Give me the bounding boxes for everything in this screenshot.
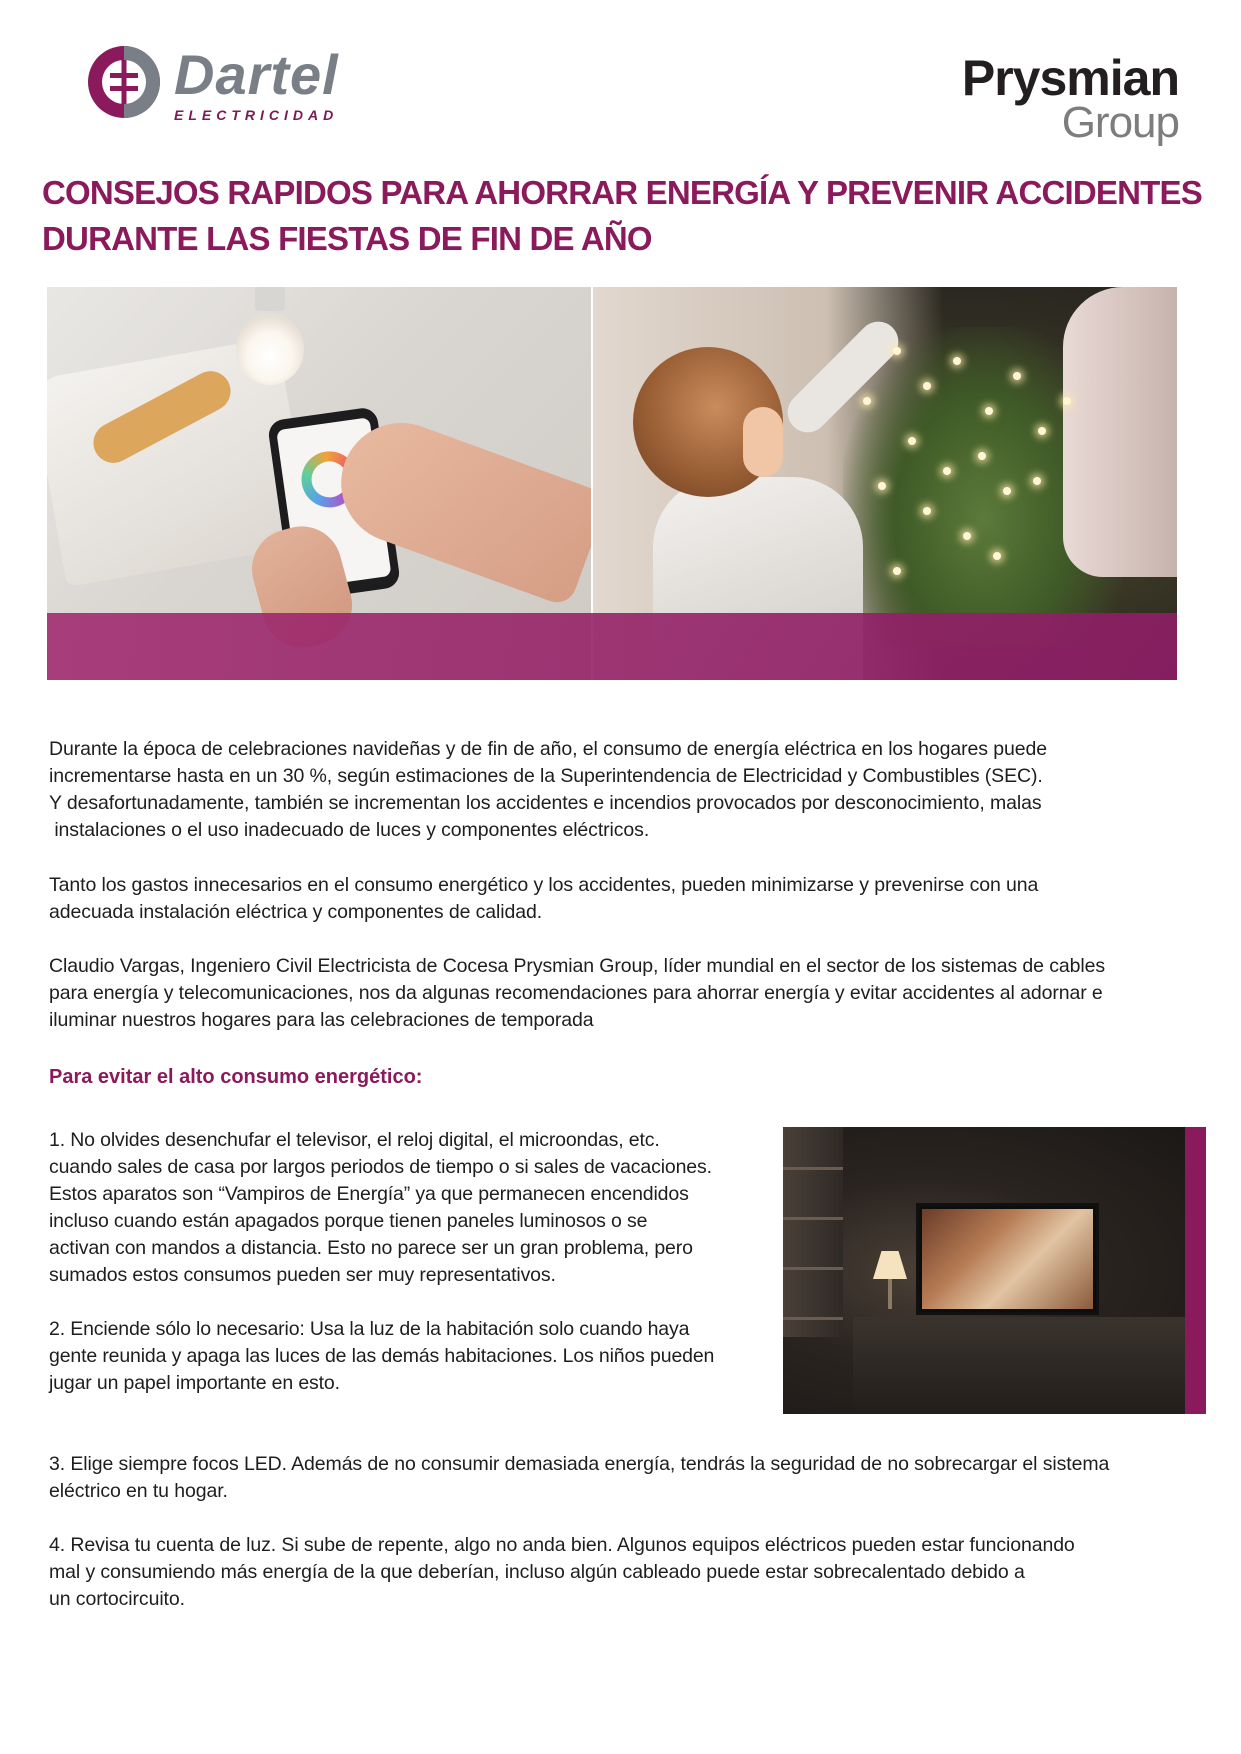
- fairy-light-icon: [878, 482, 886, 490]
- intro-p2-line: Tanto los gastos innecesarios en el consumo energético y los accidentes, pueden minimizarse y prevenirse con una: [49, 874, 1039, 896]
- section-heading: Para evitar el alto consumo energético:: [49, 1066, 423, 1088]
- fairy-light-icon: [953, 357, 961, 365]
- prysmian-wordmark: Prysmian: [961, 50, 1179, 106]
- tip-1-line: 1. No olvides desenchufar el televisor, el reloj digital, el microondas, etc.: [49, 1129, 660, 1151]
- title-line-2: DURANTE LAS FIESTAS DE FIN DE AÑO: [42, 220, 652, 257]
- accent-stripe: [1185, 1127, 1206, 1414]
- tip-2-line: 2. Enciende sólo lo necesario: Usa la luz de la habitación solo cuando haya: [49, 1318, 690, 1340]
- fairy-light-icon: [985, 407, 993, 415]
- intro-paragraph-2: [49, 872, 1199, 926]
- tip-1-paragraph: [49, 1127, 769, 1289]
- intro-paragraph-3: [49, 953, 1199, 1034]
- fairy-light-icon: [893, 567, 901, 575]
- tip-4-line: un cortocircuito.: [49, 1588, 185, 1610]
- adult-figure-shape: [1063, 287, 1177, 577]
- television-icon: [916, 1203, 1099, 1315]
- fairy-light-icon: [963, 532, 971, 540]
- intro-p3-line: Claudio Vargas, Ingeniero Civil Electricista de Cocesa Prysmian Group, líder mundial en el sector de los sistemas de cables: [49, 955, 1106, 977]
- tip-3-line: 3. Elige siempre focos LED. Además de no consumir demasiada energía, tendrás la seguridad de no sobrecargar el sistema: [49, 1453, 1110, 1475]
- intro-p3-line: para energía y telecomunicaciones, nos da algunas recomendaciones para ahorrar energía y evitar accidentes al adornar e: [49, 982, 1103, 1004]
- intro-p1-line: Durante la época de celebraciones navideñas y de fin de año, el consumo de energía eléctrica en los hogares puede: [49, 738, 1047, 760]
- intro-p3-line: iluminar nuestros hogares para las celebraciones de temporada: [49, 1009, 594, 1031]
- fairy-light-icon: [893, 347, 901, 355]
- child-face-shape: [743, 407, 783, 477]
- fairy-light-icon: [978, 452, 986, 460]
- dartel-tagline: ELECTRICIDAD: [174, 107, 339, 123]
- tv-living-room-photo: [783, 1127, 1185, 1414]
- tip-4-line: mal y consumiendo más energía de la que deberían, incluso algún cableado puede estar sobrecalentado debido a: [49, 1561, 1025, 1583]
- fairy-light-icon: [1063, 397, 1071, 405]
- page-title: [42, 170, 1202, 262]
- fairy-light-icon: [923, 507, 931, 515]
- lamp-stand-shape: [888, 1279, 892, 1309]
- fairy-light-icon: [908, 437, 916, 445]
- fairy-light-icon: [1003, 487, 1011, 495]
- tip-2-paragraph: [49, 1316, 769, 1397]
- fairy-light-icon: [993, 552, 1001, 560]
- tip-3-line: eléctrico en tu hogar.: [49, 1480, 228, 1502]
- prysmian-logo: [929, 50, 1179, 154]
- fairy-light-icon: [863, 397, 871, 405]
- fairy-light-icon: [1013, 372, 1021, 380]
- tip-1-line: Estos aparatos son “Vampiros de Energía” ya que permanecen encendidos: [49, 1183, 689, 1205]
- intro-p2-line: adecuada instalación eléctrica y componentes de calidad.: [49, 901, 543, 923]
- dartel-logo: [86, 40, 366, 126]
- magenta-overlay-band: [47, 613, 1177, 680]
- tip-2-line: jugar un papel importante en esto.: [49, 1372, 340, 1394]
- title-line-1: CONSEJOS RAPIDOS PARA AHORRAR ENERGÍA Y PREVENIR ACCIDENTES: [42, 174, 1202, 211]
- intro-p1-line: Y desafortunadamente, también se incrementan los accidentes e incendios provocados por desconocimiento, malas: [49, 792, 1042, 814]
- prysmian-group-wordmark: Group: [1061, 98, 1179, 147]
- intro-p1-line: instalaciones o el uso inadecuado de luces y componentes eléctricos.: [49, 819, 650, 841]
- bookshelf-shape: [783, 1127, 843, 1337]
- tip-2-line: gente reunida y apaga las luces de las demás habitaciones. Los niños pueden: [49, 1345, 715, 1367]
- tip-3-paragraph: [49, 1451, 1199, 1505]
- fairy-light-icon: [943, 467, 951, 475]
- tv-cabinet-shape: [853, 1317, 1185, 1414]
- fairy-light-icon: [923, 382, 931, 390]
- intro-p1-line: incrementarse hasta en un 30 %, según estimaciones de la Superintendencia de Electricidad y Combustibles (SEC).: [49, 765, 1043, 787]
- tv-screen: [922, 1209, 1093, 1309]
- tip-4-line: 4. Revisa tu cuenta de luz. Si sube de repente, algo no anda bien. Algunos equipos eléctricos pueden estar funcionando: [49, 1534, 1075, 1556]
- table-lamp-icon: [873, 1251, 907, 1279]
- dartel-wordmark: Dartel: [174, 43, 339, 106]
- hero-image-banner: [47, 287, 1177, 680]
- dartel-emblem-icon: [86, 44, 162, 120]
- tip-1-line: activan con mandos a distancia. Esto no parece ser un gran problema, pero: [49, 1237, 693, 1259]
- intro-paragraph-1: [49, 736, 1199, 844]
- light-bulb-icon: [215, 287, 325, 397]
- tip-4-paragraph: [49, 1532, 1199, 1613]
- fairy-light-icon: [1038, 427, 1046, 435]
- tip-1-line: incluso cuando están apagados porque tienen paneles luminosos o se: [49, 1210, 648, 1232]
- tip-1-line: cuando sales de casa por largos periodos de tiempo o si sales de vacaciones.: [49, 1156, 712, 1178]
- tip-1-line: sumados estos consumos pueden ser muy representativos.: [49, 1264, 556, 1286]
- fairy-light-icon: [1033, 477, 1041, 485]
